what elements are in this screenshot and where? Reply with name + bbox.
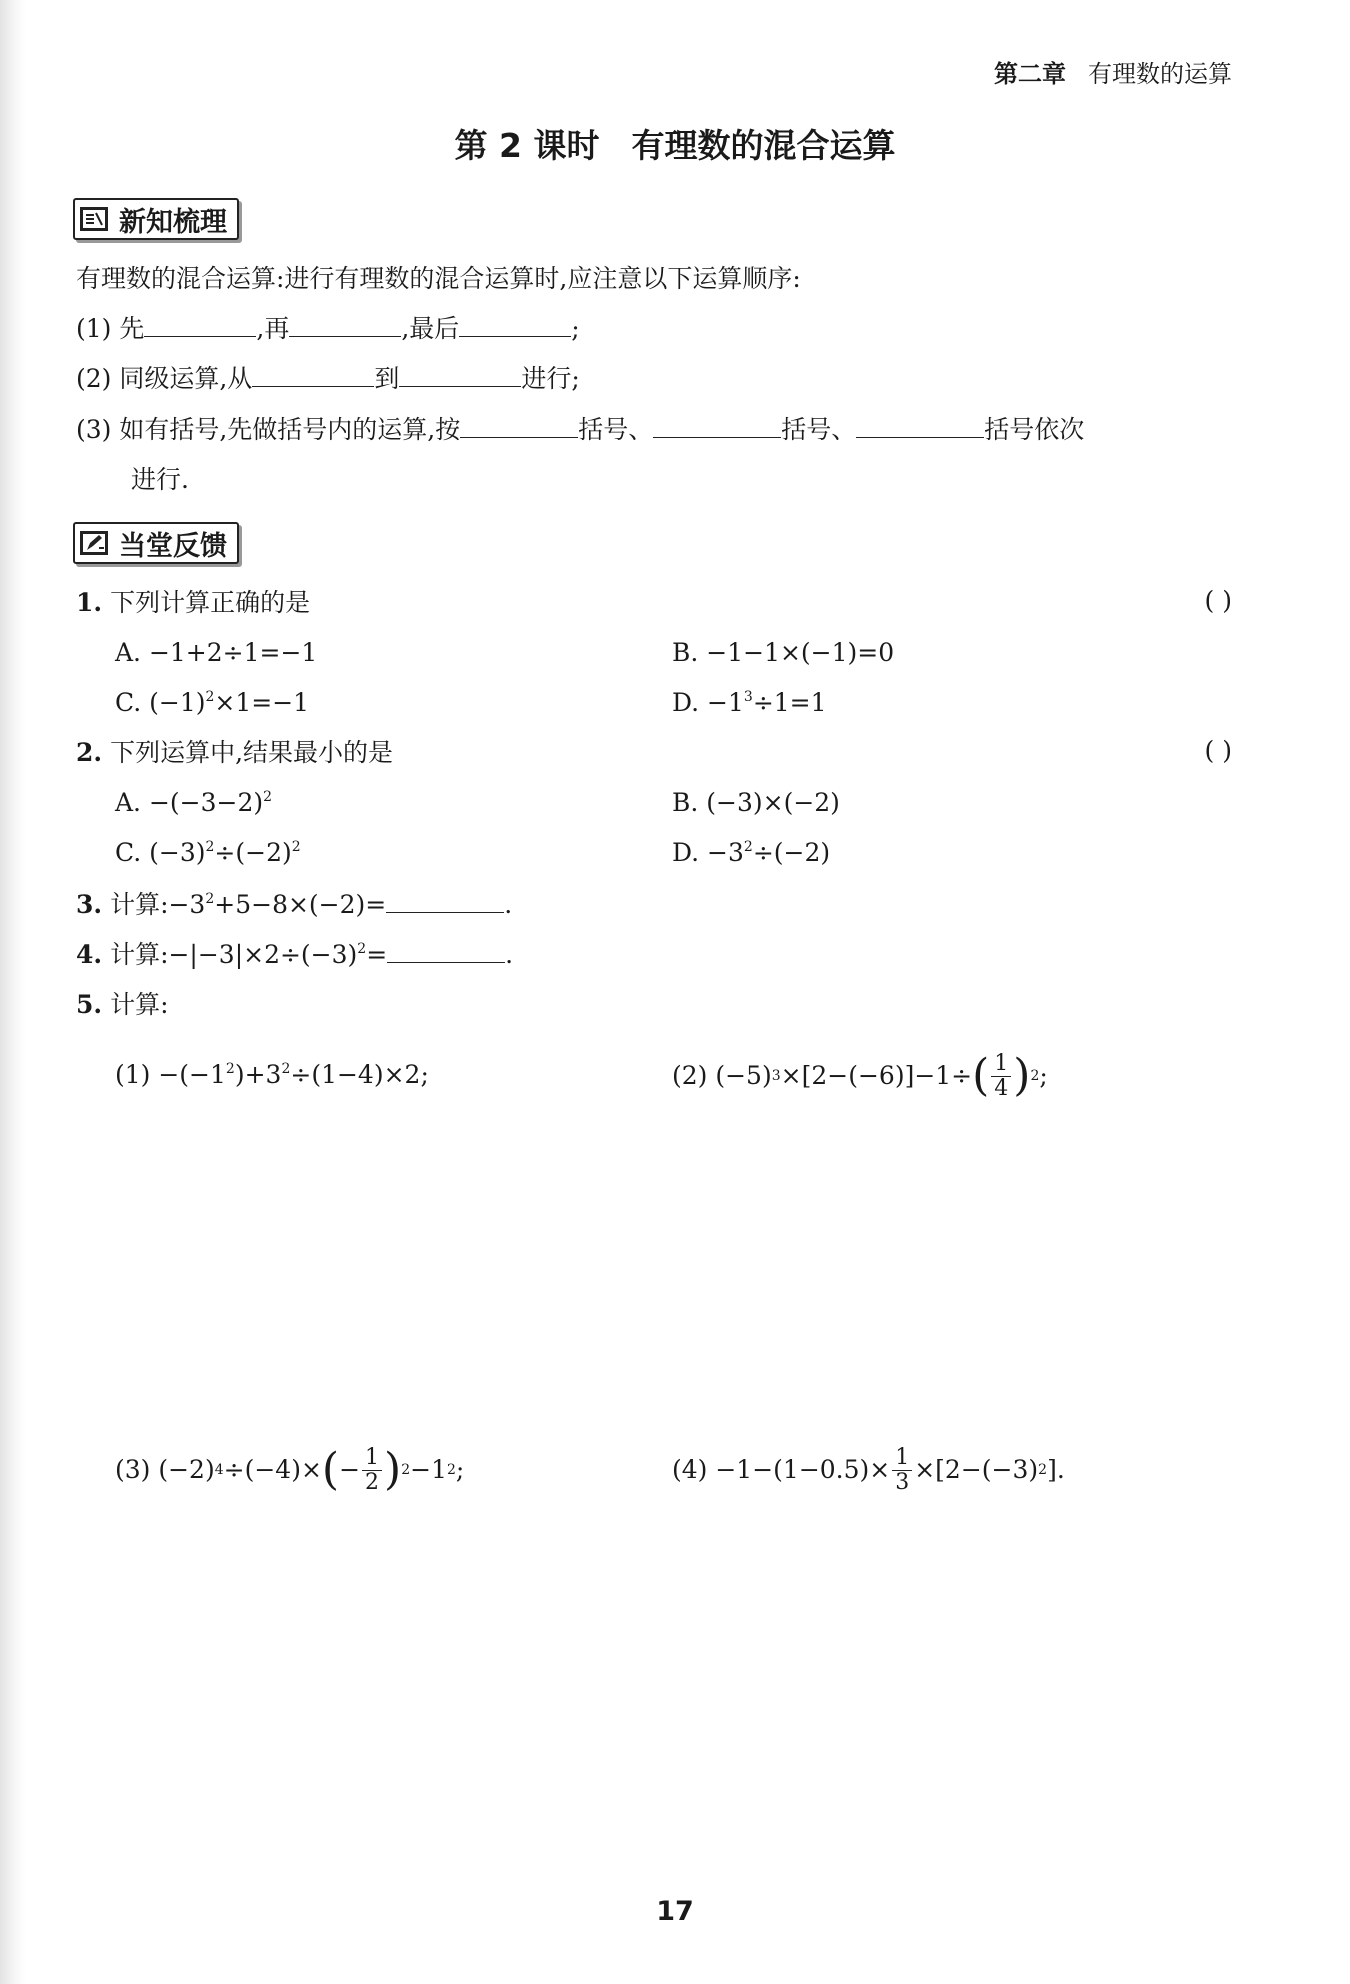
blank-field[interactable] [653,413,781,438]
blank-field[interactable] [252,362,374,387]
rule-3-text-b: 括号、 [578,415,654,444]
section-label: 新知梳理 [119,206,227,238]
option-c: C. $(-1)^2\times 1=-1$ [115,688,310,717]
blank-field[interactable] [399,362,521,387]
question-5: 5. 计算: [76,990,169,1019]
rule-1-text-d: ; [571,314,580,343]
rule-2-text-b: 到 [374,364,400,393]
option-b: B. (−3)×(−2) [672,788,840,817]
question-number: 1. [76,588,103,617]
section-new-knowledge [73,198,239,240]
chapter-number: 第二章 [994,60,1066,88]
rule-1-text-b: ,再 [256,314,290,343]
page-number: 17 [656,1896,694,1927]
rule-1-text-a: (1) 先 [76,314,145,343]
answer-blank[interactable] [387,938,505,963]
chapter-name: 有理数的运算 [1088,60,1232,88]
problem-5-1: $(1) -(-1^2)+3^2\div(1-4)\times 2$; [115,1060,429,1089]
answer-blank[interactable] [386,888,504,913]
blank-field[interactable] [144,312,256,337]
rule-1-text-c: ,最后 [401,314,460,343]
rule-2-text-c: 进行; [521,364,580,393]
question-1 [76,586,310,620]
answer-bracket[interactable]: ( ) [1204,736,1232,765]
rule-3-text-a: (3) 如有括号,先做括号内的运算,按 [76,415,461,444]
option-a: A. −1+2÷1=−1 [115,638,318,667]
blank-field[interactable] [856,413,984,438]
question-3: 3. 计算$:-3^2+5-8\times(-2)=$ . [76,890,513,919]
option-b: B. −1−1×(−1)=0 [672,638,895,667]
question-2 [76,736,393,770]
fraction: $\frac{1}{3}$ [892,1446,912,1495]
rule-2-text-a: (2) 同级运算,从 [76,364,253,393]
rule-3-text-c: 括号、 [781,415,857,444]
chapter-header [994,54,1232,89]
section-feedback [73,522,239,564]
question-text: 下列运算中,结果最小的是 [110,738,394,767]
intro-text: 有理数的混合运算:进行有理数的混合运算时,应注意以下运算顺序: [76,264,801,293]
rule-3-continued: 进行. [131,465,189,494]
answer-bracket[interactable]: ( ) [1204,586,1232,615]
blank-field[interactable] [289,312,401,337]
lesson-number: 第 2 课时 [454,126,600,165]
question-number: 2. [76,738,103,767]
fraction: $\frac{1}{2}$ [362,1446,382,1495]
page-edge-shadow [0,0,26,1984]
rule-3 [76,413,1084,447]
question-4: 4. 计算$:-|-3|\times 2\div(-3)^2=$ . [76,940,514,969]
problem-5-2: (2) (−5) 3 ×[2−(−6)]−1÷ ( $\frac{1}{4}$ ) 2 ; [672,1050,1048,1101]
problem-5-4: (4) −1−(1−0.5)× $\frac{1}{3}$ ×[2−(−3) 2 ]. [672,1444,1065,1495]
book-icon [79,205,109,233]
rule-3-text-d: 括号依次 [984,415,1085,444]
option-c: C. $(-3)^2\div(-2)^2$ [115,838,301,867]
rule-1 [76,312,580,346]
problem-5-3: (3) (−2) 4 ÷(−4)× ( − $\frac{1}{2}$ ) 2 −1 2 ; [115,1444,465,1495]
pencil-icon [79,529,109,557]
blank-field[interactable] [460,413,578,438]
lesson-name: 有理数的混合运算 [631,126,896,165]
rule-2 [76,362,580,396]
fraction: $\frac{1}{4}$ [991,1052,1011,1101]
blank-field[interactable] [459,312,571,337]
question-text: 下列计算正确的是 [110,588,311,617]
section-label: 当堂反馈 [119,530,227,562]
option-a: A. $-(-3-2)^2$ [115,788,273,817]
option-d: D. $-1^3\div 1=1$ [672,688,827,717]
option-d: D. $-3^2\div(-2)$ [672,838,831,867]
page-title [0,120,1350,167]
